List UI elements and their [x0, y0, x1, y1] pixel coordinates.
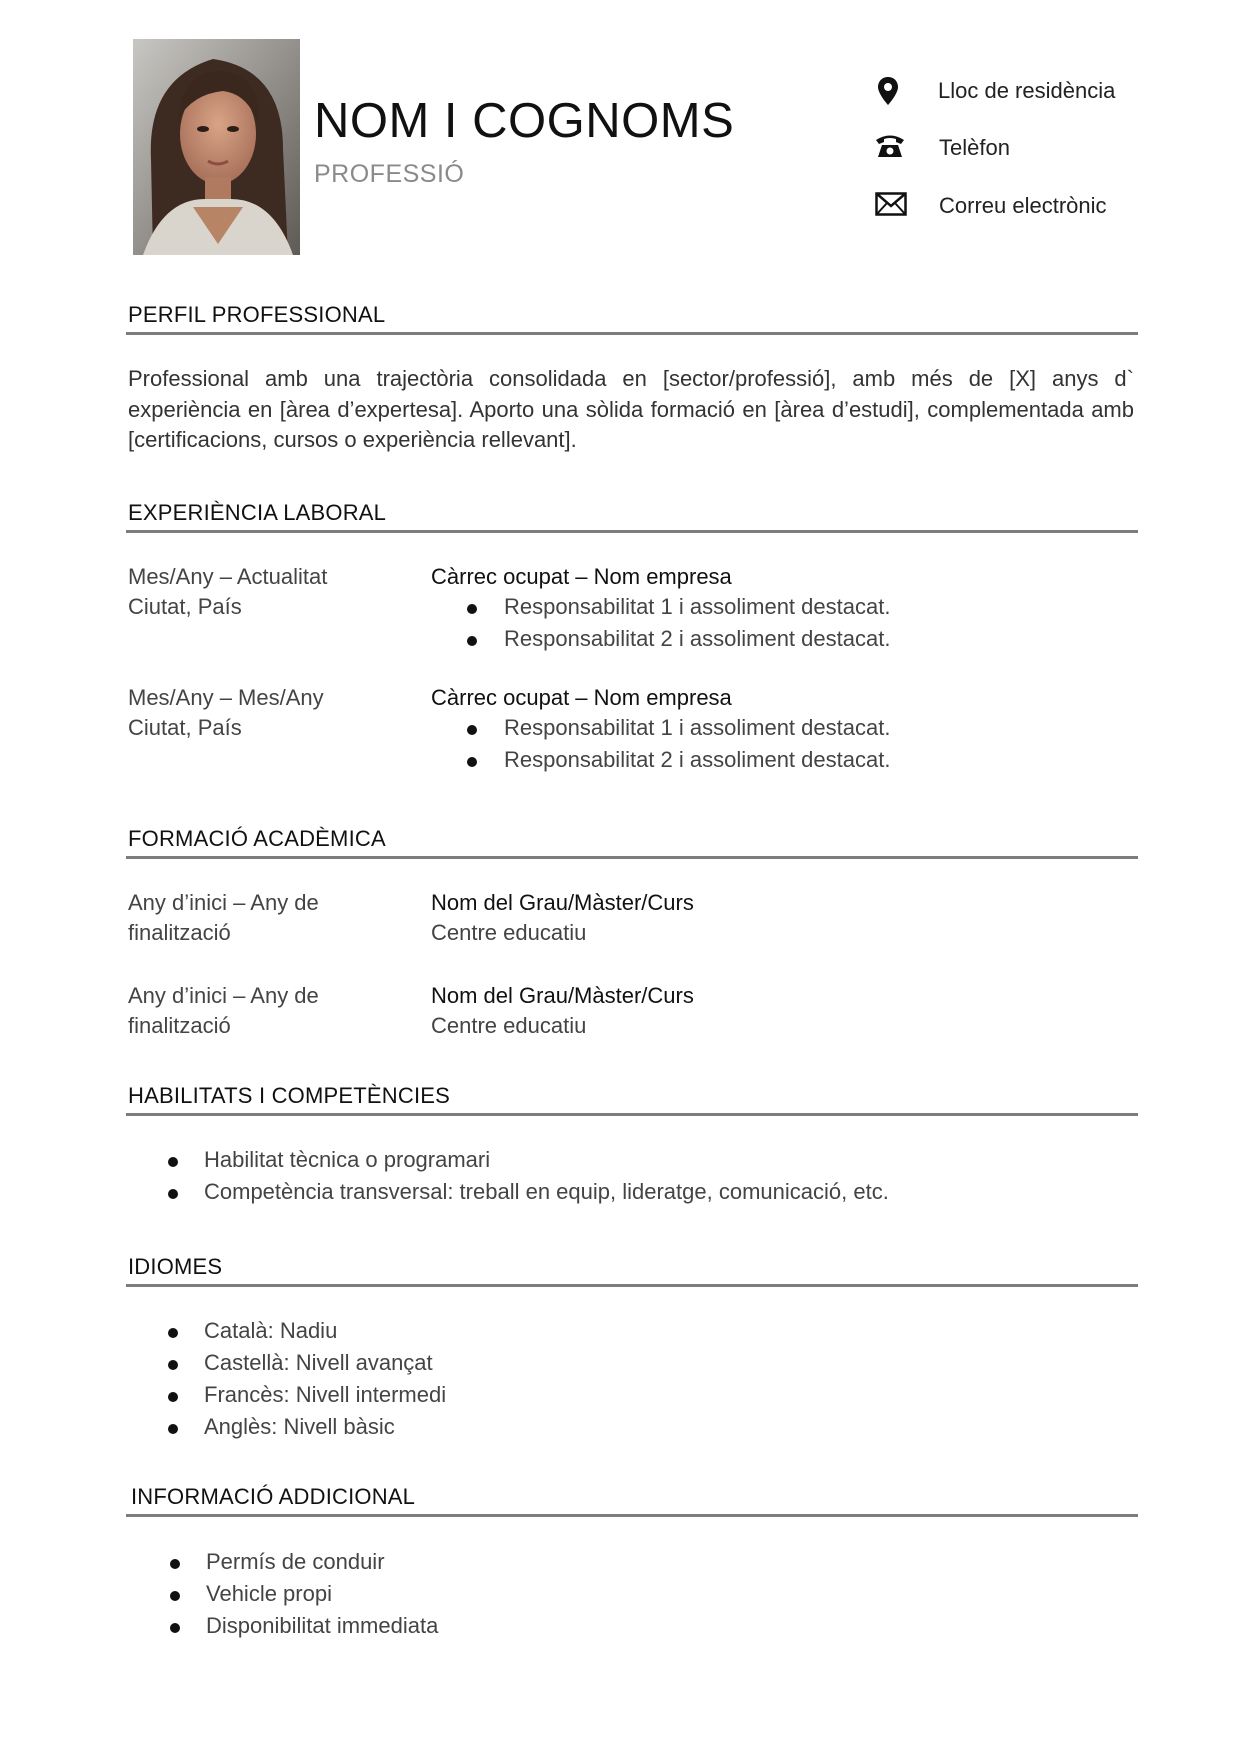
- phone-icon: [873, 128, 907, 162]
- full-name: NOM I COGNOMS: [314, 94, 735, 148]
- profession-title: PROFESSIÓ: [314, 160, 465, 188]
- section-divider: [126, 856, 1138, 859]
- education-dates: finalització: [128, 920, 231, 945]
- experience-dates: Mes/Any – Mes/Any: [128, 685, 324, 710]
- education-degree: Nom del Grau/Màster/Curs: [431, 890, 694, 915]
- education-school: Centre educatiu: [431, 920, 587, 945]
- education-dates: finalització: [128, 1013, 231, 1038]
- experience-place: Ciutat, País: [128, 594, 242, 619]
- education-dates: Any d’inici – Any de: [128, 983, 319, 1008]
- section-divider: [126, 1514, 1138, 1517]
- email-text: Correu electrònic: [939, 193, 1107, 218]
- section-divider: [126, 1113, 1138, 1116]
- profile-summary: Professional amb una trajectòria consolidada en [sector/professió], amb més de [X] anys d` experiència en [àrea d’expertesa]. Aporto una sòlida formació en [àrea d’estudi], complementada amb [certificacions, cursos o experiència rellevant].: [128, 366, 1134, 452]
- location-pin-icon: [871, 74, 905, 108]
- section-divider: [126, 1284, 1138, 1287]
- languages-section-title: IDIOMES: [128, 1254, 223, 1279]
- experience-place: Ciutat, País: [128, 715, 242, 740]
- portrait-image: [133, 39, 300, 255]
- envelope-icon: [874, 187, 908, 221]
- experience-dates: Mes/Any – Actualitat: [128, 564, 328, 589]
- location-text: Lloc de residència: [938, 78, 1116, 103]
- profile-photo: [133, 39, 300, 255]
- education-section-title: FORMACIÓ ACADÈMICA: [128, 826, 386, 851]
- education-degree: Nom del Grau/Màster/Curs: [431, 983, 694, 1008]
- education-school: Centre educatiu: [431, 1013, 587, 1038]
- experience-section-title: EXPERIÈNCIA LABORAL: [128, 500, 387, 525]
- section-divider: [126, 530, 1138, 533]
- additional-section-title: INFORMACIÓ ADDICIONAL: [131, 1484, 416, 1509]
- profile-section-title: PERFIL PROFESSIONAL: [128, 302, 386, 327]
- experience-position: Càrrec ocupat – Nom empresa: [431, 564, 732, 589]
- education-dates: Any d’inici – Any de: [128, 890, 319, 915]
- phone-text: Telèfon: [939, 135, 1010, 160]
- experience-position: Càrrec ocupat – Nom empresa: [431, 685, 732, 710]
- section-divider: [126, 332, 1138, 335]
- skills-section-title: HABILITATS I COMPETÈNCIES: [128, 1083, 451, 1108]
